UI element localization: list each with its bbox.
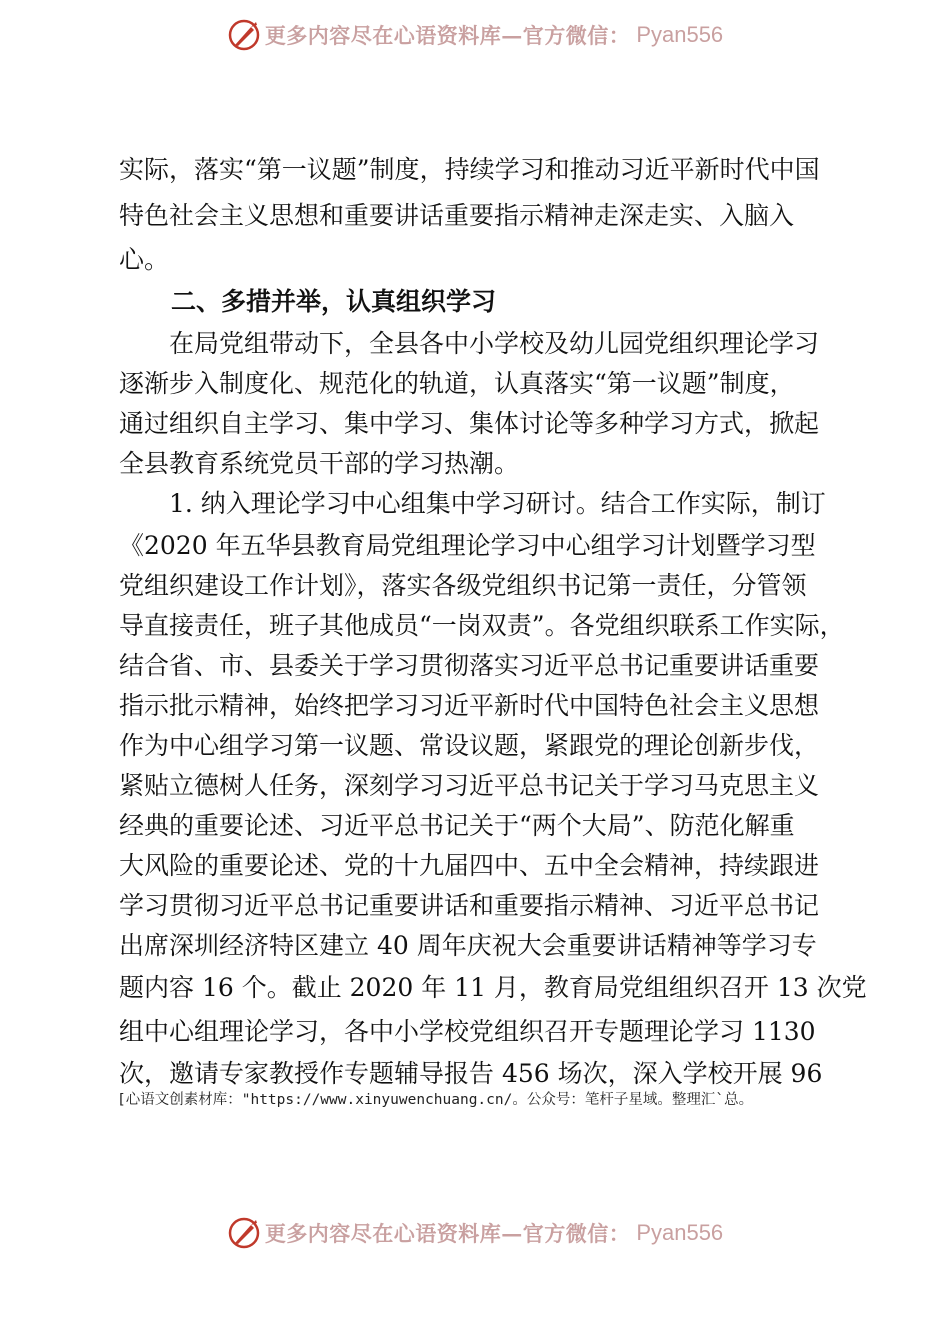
quill-logo-icon: [227, 18, 261, 52]
banner-text: 更多内容尽在心语资料库—官方微信：: [264, 1221, 631, 1246]
text-line: 全县教育系统党员干部的学习热潮。: [119, 449, 520, 478]
text-line: 逐渐步入制度化、规范化的轨道，认真落实“第一议题”制度，: [119, 369, 795, 398]
source-footnote: [心语文创素材库："https://www.xinyuwenchuang.cn/。公众号：笔杆子星域。整理汇`总。: [117, 1092, 754, 1108]
text-line: 大风险的重要论述、党的十九届四中、五中全会精神，持续跟进: [119, 851, 820, 880]
text-line: 结合省、市、县委关于学习贯彻落实习近平总书记重要讲话重要: [119, 651, 820, 680]
text-line: 作为中心组学习第一议题、常设议题，紧跟党的理论创新步伐，: [119, 731, 820, 760]
section-heading: 二、多措并举，认真组织学习: [171, 287, 497, 316]
banner-text: 更多内容尽在心语资料库—官方微信：: [264, 23, 631, 48]
text-line: 紧贴立德树人任务，深刻学习习近平总书记关于学习马克思主义: [119, 771, 820, 800]
text-line: 特色社会主义思想和重要讲话重要指示精神走深走实、入脑入: [119, 201, 795, 230]
header-watermark: [0, 10, 950, 60]
text-line: 题内容 16 个。截止 2020 年 11 月，教育局党组组织召开 13 次党: [119, 973, 867, 1002]
wechat-id: Pyan556: [636, 1220, 724, 1245]
text-line: 《2020 年五华县教育局党组理论学习中心组学习计划暨学习型: [119, 531, 816, 560]
text-line: 通过组织自主学习、集中学习、集体讨论等多种学习方式，掀起: [119, 409, 820, 438]
text-line: 实际，落实“第一议题”制度，持续学习和推动习近平新时代中国: [119, 155, 820, 184]
text-line: 导直接责任，班子其他成员“一岗双责”。各党组织联系工作实际，: [119, 611, 845, 640]
text-line: 次，邀请专家教授作专题辅导报告 456 场次，深入学校开展 96: [119, 1059, 823, 1088]
text-line: 经典的重要论述、习近平总书记关于“两个大局”、防范化解重: [119, 811, 795, 840]
quill-logo-icon: [227, 1216, 261, 1250]
footer-watermark: [0, 1208, 950, 1258]
wechat-id: Pyan556: [636, 22, 724, 47]
text-line: 指示批示精神，始终把学习习近平新时代中国特色社会主义思想: [119, 691, 820, 720]
text-line: 党组织建设工作计划》，落实各级党组织书记第一责任，分管领: [119, 571, 807, 600]
text-line: 1. 纳入理论学习中心组集中学习研讨。结合工作实际，制订: [169, 489, 826, 518]
text-line: 心。: [119, 245, 170, 274]
text-line: 组中心组理论学习，各中小学校党组织召开专题理论学习 1130: [119, 1017, 816, 1046]
text-line: 出席深圳经济特区建立 40 周年庆祝大会重要讲话精神等学习专: [119, 931, 817, 960]
text-line: 在局党组带动下，全县各中小学校及幼儿园党组织理论学习: [169, 329, 820, 358]
text-line: 学习贯彻习近平总书记重要讲话和重要指示精神、习近平总书记: [119, 891, 820, 920]
